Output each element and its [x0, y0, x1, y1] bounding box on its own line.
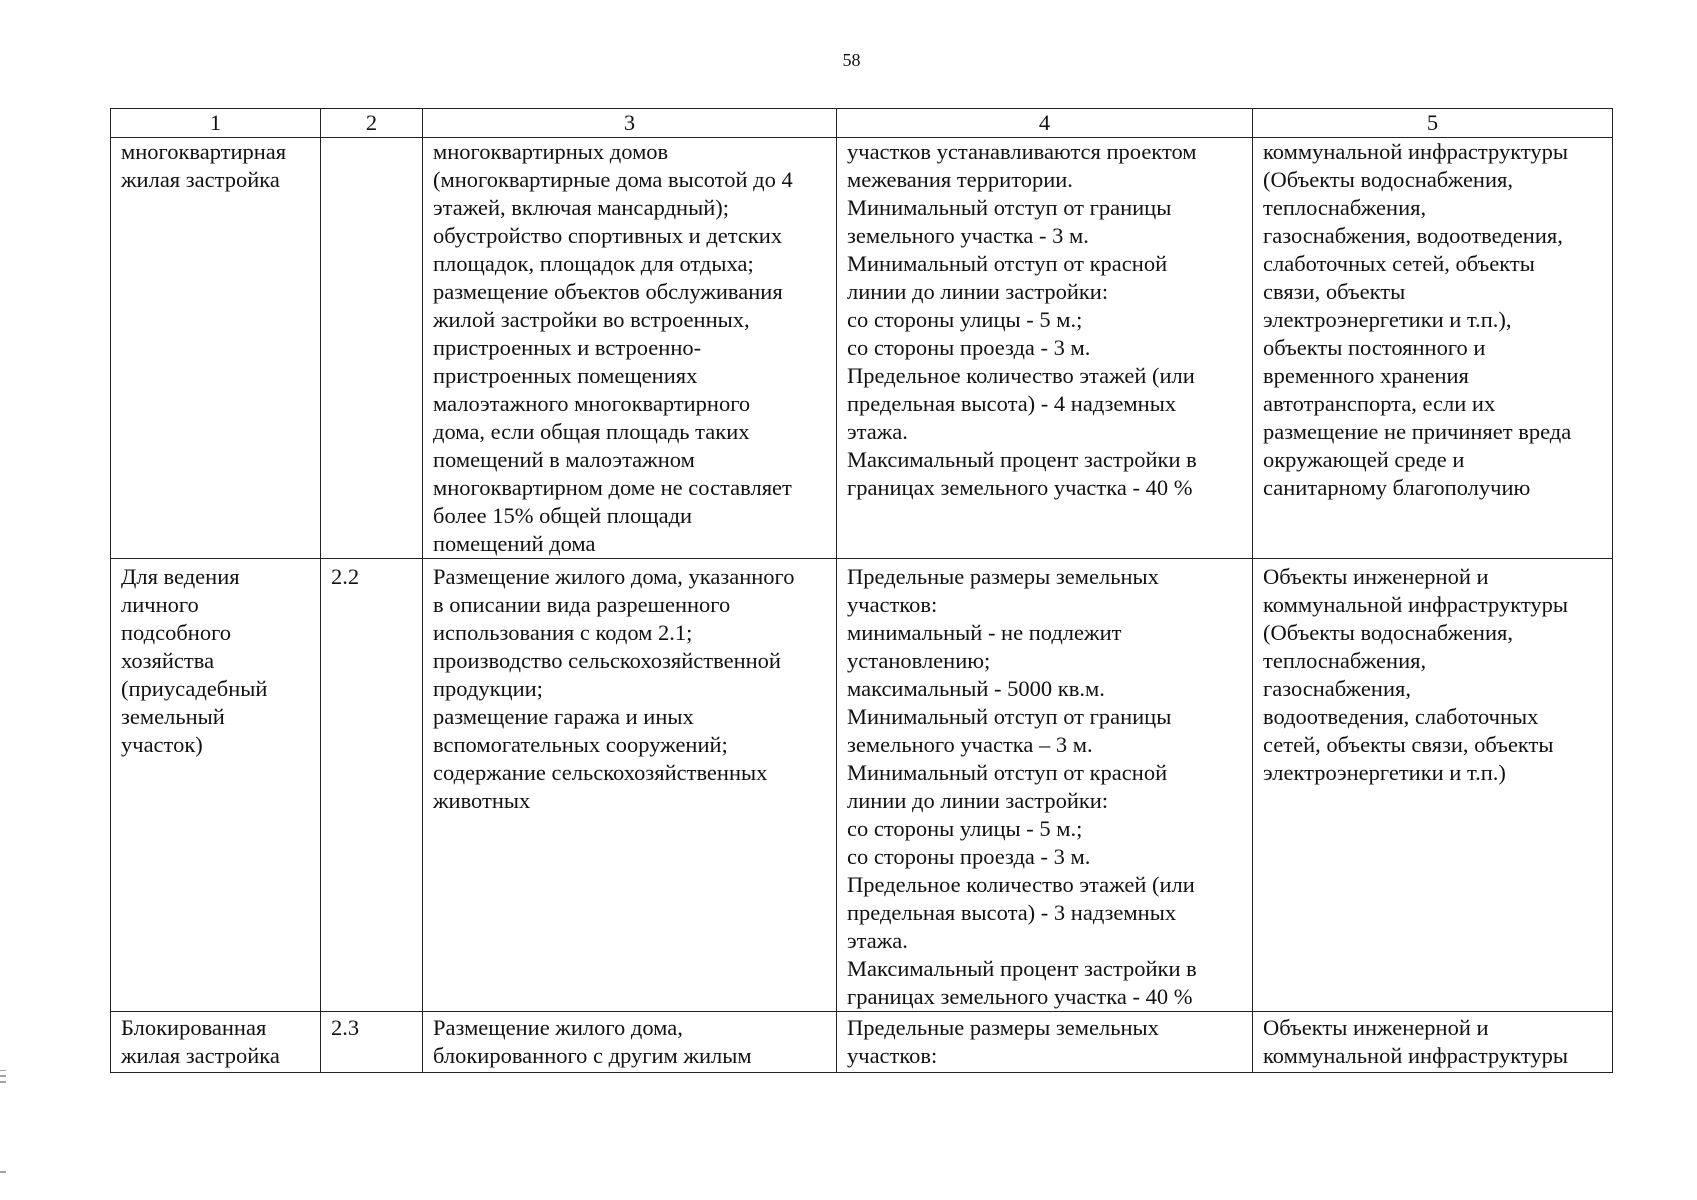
page-number: 58: [842, 50, 861, 70]
use-type-parameters: Предельные размеры земельных участков:: [837, 1012, 1253, 1073]
land-use-table: [110, 108, 1613, 1073]
use-type-auxiliary: Объекты инженерной и коммунальной инфраструктуры (Объекты водоснабжения, теплоснабжения, газоснабжения, водоотведения, слаботочных сетей, объекты связи, объекты электроэнергетики и т.п.): [1253, 559, 1613, 1012]
use-type-code: 2.3: [321, 1012, 423, 1073]
use-type-code: [321, 138, 423, 559]
use-type-auxiliary: Объекты инженерной и коммунальной инфраструктуры: [1253, 1012, 1613, 1073]
column-header-4: 4: [837, 109, 1253, 138]
use-type-parameters: участков устанавливаются проектом межевания территории. Минимальный отступ от границы земельного участка - 3 м. Минимальный отступ от красной линии до линии застройки: со стороны улицы - 5 м.; со стороны проезда - 3 м. Предельное количество этажей (или предельная высота) - 4 надземных этажа. Максимальный процент застройки в границах земельного участка - 40 %: [837, 138, 1253, 559]
scan-margin-marks: [0, 1070, 6, 1183]
use-type-auxiliary: коммунальной инфраструктуры (Объекты водоснабжения, теплоснабжения, газоснабжения, водоотведения, слаботочных сетей, объекты связи, объекты электроэнергетики и т.п.), объекты постоянного и временного хранения автотранспорта, если их размещение не причиняет вреда окружающей среде и санитарному благополучию: [1253, 138, 1613, 559]
column-header-2: 2: [321, 109, 423, 138]
table-header-row: [111, 109, 1613, 138]
column-header-5: 5: [1253, 109, 1613, 138]
use-type-parameters: Предельные размеры земельных участков: минимальный - не подлежит установлению; максимальный - 5000 кв.м. Минимальный отступ от границы земельного участка – 3 м. Минимальный отступ от красной линии до линии застройки: со стороны улицы - 5 м.; со стороны проезда - 3 м. Предельное количество этажей (или предельная высота) - 3 надземных этажа. Максимальный процент застройки в границах земельного участка - 40 %: [837, 559, 1253, 1012]
use-type-name: Блокированная жилая застройка: [111, 1012, 321, 1073]
table-row: [111, 1012, 1613, 1073]
column-header-1: 1: [111, 109, 321, 138]
use-type-description: Размещение жилого дома, указанного в описании вида разрешенного использования с кодом 2.1; производство сельскохозяйственной продукции; размещение гаража и иных вспомогательных сооружений; содержание сельскохозяйственных животных: [423, 559, 837, 1012]
use-type-name: многоквартирная жилая застройка: [111, 138, 321, 559]
column-header-3: 3: [423, 109, 837, 138]
use-type-name: Для ведения личного подсобного хозяйства (приусадебный земельный участок): [111, 559, 321, 1012]
use-type-description: Размещение жилого дома, блокированного с другим жилым: [423, 1012, 837, 1073]
use-type-description: многоквартирных домов (многоквартирные дома высотой до 4 этажей, включая мансардный); обустройство спортивных и детских площадок, площадок для отдыха; размещение объектов обслуживания жилой застройки во встроенных, пристроенных и встроенно- пристроенных помещениях малоэтажного многоквартирного дома, если общая площадь таких помещений в малоэтажном многоквартирном доме не составляет более 15% общей площади помещений дома: [423, 138, 837, 559]
use-type-code: 2.2: [321, 559, 423, 1012]
table-row: [111, 138, 1613, 559]
table-row: [111, 559, 1613, 1012]
scan-artifact-marks: [0, 1070, 6, 1180]
